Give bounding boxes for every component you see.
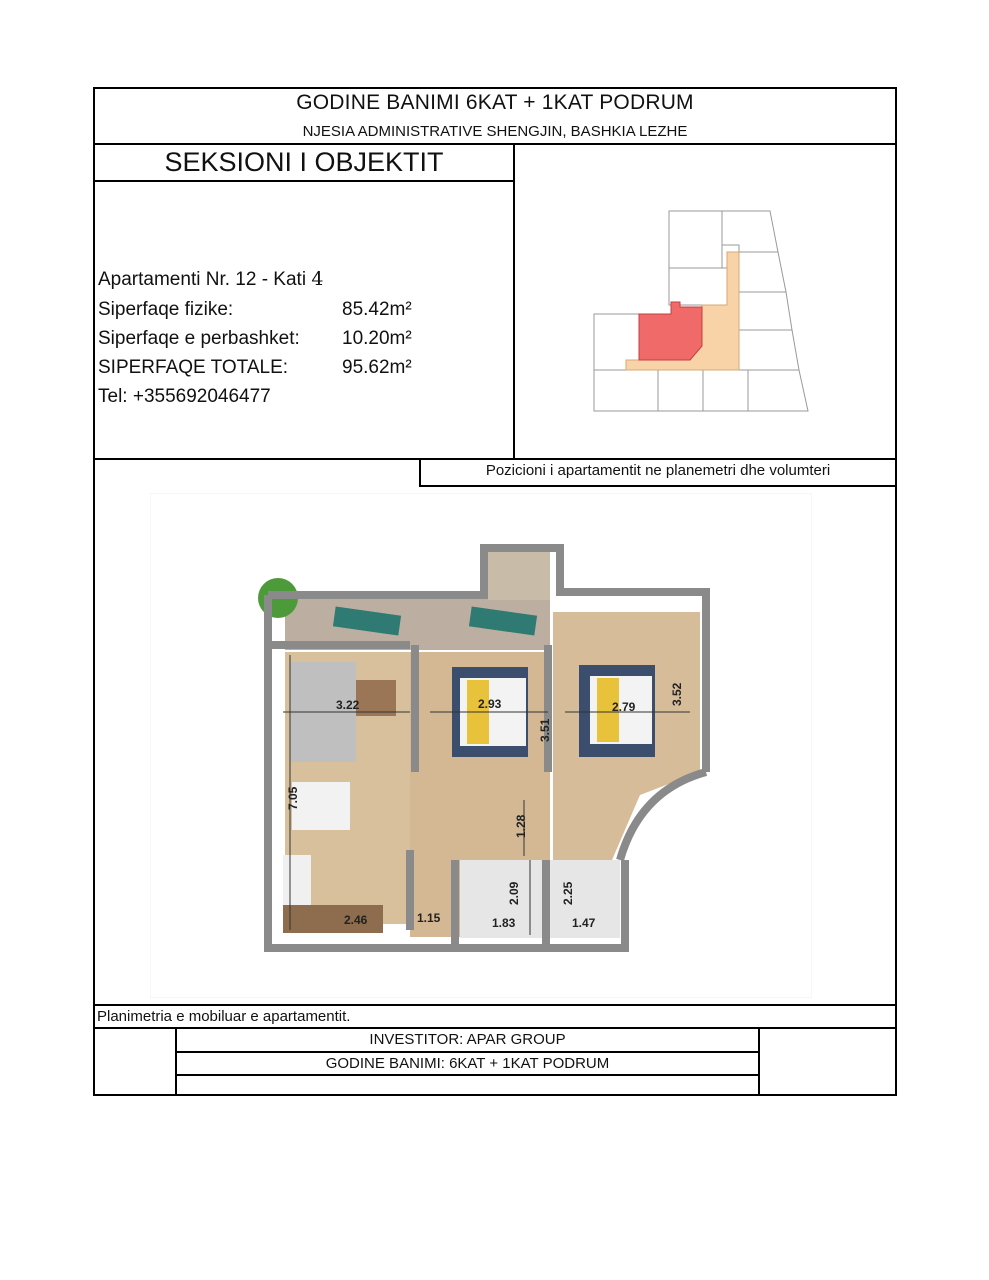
info-row-physical-area-label: Siperfaqe fizike: — [98, 299, 234, 320]
dim-bath1-depth: 2.09 — [507, 881, 521, 905]
balcony-floor — [488, 552, 550, 600]
kitchen-counter — [283, 905, 383, 933]
footer-right-divider — [758, 1028, 760, 1095]
dim-bath2-width: 1.47 — [572, 916, 596, 930]
block-bottom-2 — [658, 370, 703, 411]
dim-kitchen-width: 2.46 — [344, 913, 368, 927]
caption-divider — [95, 1027, 895, 1029]
info-row-common-area-label: Siperfaqe e perbashket: — [98, 328, 300, 349]
info-row-total-area-value: 95.62m² — [342, 357, 412, 378]
dim-bedroom2-depth: 3.52 — [670, 682, 684, 706]
document-subtitle: NJESIA ADMINISTRATIVE SHENGJIN, BASHKIA LEZHE — [302, 123, 688, 140]
position-caption: Pozicioni i apartamentit ne planemetri dhe volumteri — [485, 462, 831, 479]
dim-living-length: 7.05 — [286, 786, 300, 810]
dim-bedroom1-depth: 3.51 — [538, 718, 552, 742]
apartment-floor: 4 — [311, 268, 324, 290]
section-title-divider — [95, 180, 515, 182]
block-top-left — [669, 211, 722, 268]
block-top-right — [722, 211, 778, 252]
block-right-1 — [739, 252, 786, 292]
investor-label: INVESTITOR: APAR GROUP — [369, 1031, 566, 1048]
section-title: SEKSIONI I OBJEKTIT — [164, 147, 444, 177]
apartment-name — [98, 268, 323, 291]
apartment-name-label: Apartamenti Nr. 12 - Kati — [98, 269, 312, 290]
dim-hall-length: 1.28 — [514, 814, 528, 838]
block-right-3 — [739, 330, 799, 370]
apartment-highlight — [639, 302, 702, 360]
footer-row-divider-2 — [177, 1074, 758, 1076]
rug-living — [356, 680, 396, 716]
block-bottom-4 — [748, 370, 808, 411]
building-label: GODINE BANIMI: 6KAT + 1KAT PODRUM — [325, 1055, 610, 1072]
site-key-plan — [515, 145, 895, 458]
info-row-common-area-value: 10.20m² — [342, 328, 412, 349]
block-right-2 — [739, 292, 792, 330]
dining-table — [292, 782, 350, 830]
info-row-total-area-label: SIPERFAQE TOTALE: — [98, 357, 289, 378]
dim-bedroom1-width: 2.93 — [478, 697, 502, 711]
dim-bath2-depth: 2.25 — [561, 881, 575, 905]
block-bottom-3 — [703, 370, 748, 411]
info-row-physical-area-value: 85.42m² — [342, 299, 412, 320]
contact-phone: Tel: +355692046477 — [98, 386, 271, 407]
dim-bath1-width: 1.83 — [492, 916, 516, 930]
footer-row-divider-1 — [177, 1051, 758, 1053]
fridge — [283, 855, 311, 905]
block-bottom-1 — [594, 370, 658, 411]
document-title: GODINE BANIMI 6KAT + 1KAT PODRUM — [296, 91, 694, 114]
block-mid-left — [669, 268, 727, 305]
floorplan-caption: Planimetria e mobiluar e apartamentit. — [97, 1008, 351, 1025]
floorplan-bottom-divider — [95, 1004, 895, 1006]
dim-entrance-width: 1.15 — [417, 911, 441, 925]
floor-plan — [150, 493, 812, 998]
dim-living-width: 3.22 — [336, 698, 360, 712]
dim-bedroom2-width: 2.79 — [612, 700, 636, 714]
